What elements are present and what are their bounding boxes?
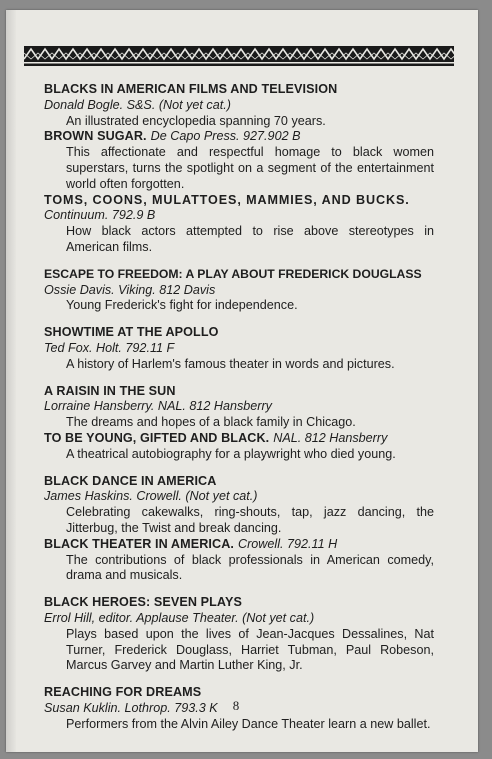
book-description: This affectionate and respectful homage to black women superstars, turns the spotlight on a segment of the entertainment world often forgotten. (66, 145, 434, 191)
book-title: TOMS, COONS, MULATTOES, MAMMIES, AND BUCKS. (44, 192, 410, 207)
list-item (44, 267, 434, 314)
book-description: Celebrating cakewalks, ring-shouts, tap, jazz dancing, the Jitterbug, the Twist and break dancing. (66, 505, 434, 535)
book-description: The dreams and hopes of a black family in Chicago. (66, 415, 356, 430)
list-item (44, 474, 434, 537)
book-source: Lorraine Hansberry. NAL. 812 Hansberry (44, 399, 272, 414)
book-title: ESCAPE TO FREEDOM: A PLAY ABOUT FREDERICK DOUGLASS (44, 266, 422, 281)
book-title: BLACK HEROES: SEVEN PLAYS (44, 595, 242, 610)
book-title (44, 431, 434, 447)
book-source: Ossie Davis. Viking. 812 Davis (44, 282, 216, 297)
book-description: Plays based upon the lives of Jean-Jacques Dessalines, Nat Turner, Frederick Douglass, Harriet Tubman, Paul Robeson, Marcus Garvey and Martin Luther King, Jr. (66, 626, 434, 673)
spacer (44, 674, 434, 685)
page-number: 8 (232, 698, 240, 713)
book-source: Ted Fox. Holt. 792.11 F (44, 340, 175, 355)
list-item (44, 384, 434, 431)
book-description: Young Frederick's fight for independence. (66, 298, 298, 313)
list-item (44, 82, 434, 129)
spacer (44, 373, 434, 384)
book-source: Continuum. 792.9 B (44, 208, 156, 223)
book-description: How black actors attempted to rise above stereotypes in American films. (66, 224, 434, 254)
spacer (44, 463, 434, 474)
book-source: De Capo Press. 927.902 B (150, 129, 301, 144)
book-title: BLACK DANCE IN AMERICA (44, 473, 217, 488)
book-description: The contributions of black professionals in American comedy, drama and musicals. (66, 552, 434, 583)
book-title: A RAISIN IN THE SUN (44, 383, 176, 398)
book-source: Susan Kuklin. Lothrop. 793.3 K (44, 700, 218, 715)
book-title-text: TO BE YOUNG, GIFTED AND BLACK. (44, 430, 270, 445)
book-title (44, 129, 434, 145)
book-source: Crowell. 792.11 H (238, 536, 338, 551)
book-description: Performers from the Alvin Ailey Dance Theater learn a new ballet. (66, 716, 431, 731)
list-item (44, 129, 434, 192)
binding-gutter (6, 10, 16, 752)
spacer (44, 314, 434, 325)
book-title: SHOWTIME AT THE APOLLO (44, 325, 219, 340)
book-title: BLACKS IN AMERICAN FILMS AND TELEVISION (44, 82, 338, 96)
book-description: An illustrated encyclopedia spanning 70 years. (66, 113, 326, 128)
list-item (44, 325, 434, 372)
list-item (44, 193, 434, 256)
book-list (44, 82, 434, 732)
list-item (44, 537, 434, 584)
book-description: A history of Harlem's famous theater in words and pictures. (66, 356, 395, 371)
book-source: NAL. 812 Hansberry (273, 430, 388, 445)
list-item (44, 431, 434, 463)
decorative-border (24, 46, 454, 66)
book-title (44, 537, 434, 553)
spacer (44, 584, 434, 595)
book-description: A theatrical autobiography for a playwright who died young. (66, 446, 396, 461)
list-item (44, 595, 434, 674)
book-title-text: BLACK THEATER IN AMERICA. (44, 536, 234, 551)
book-title-text: BROWN SUGAR. (44, 129, 147, 144)
book-source: Donald Bogle. S&S. (Not yet cat.) (44, 97, 231, 112)
book-title: REACHING FOR DREAMS (44, 685, 202, 700)
book-source: Errol Hill, editor. Applause Theater. (Not yet cat.) (44, 610, 315, 625)
book-source: James Haskins. Crowell. (Not yet cat.) (44, 489, 258, 504)
spacer (44, 256, 434, 267)
